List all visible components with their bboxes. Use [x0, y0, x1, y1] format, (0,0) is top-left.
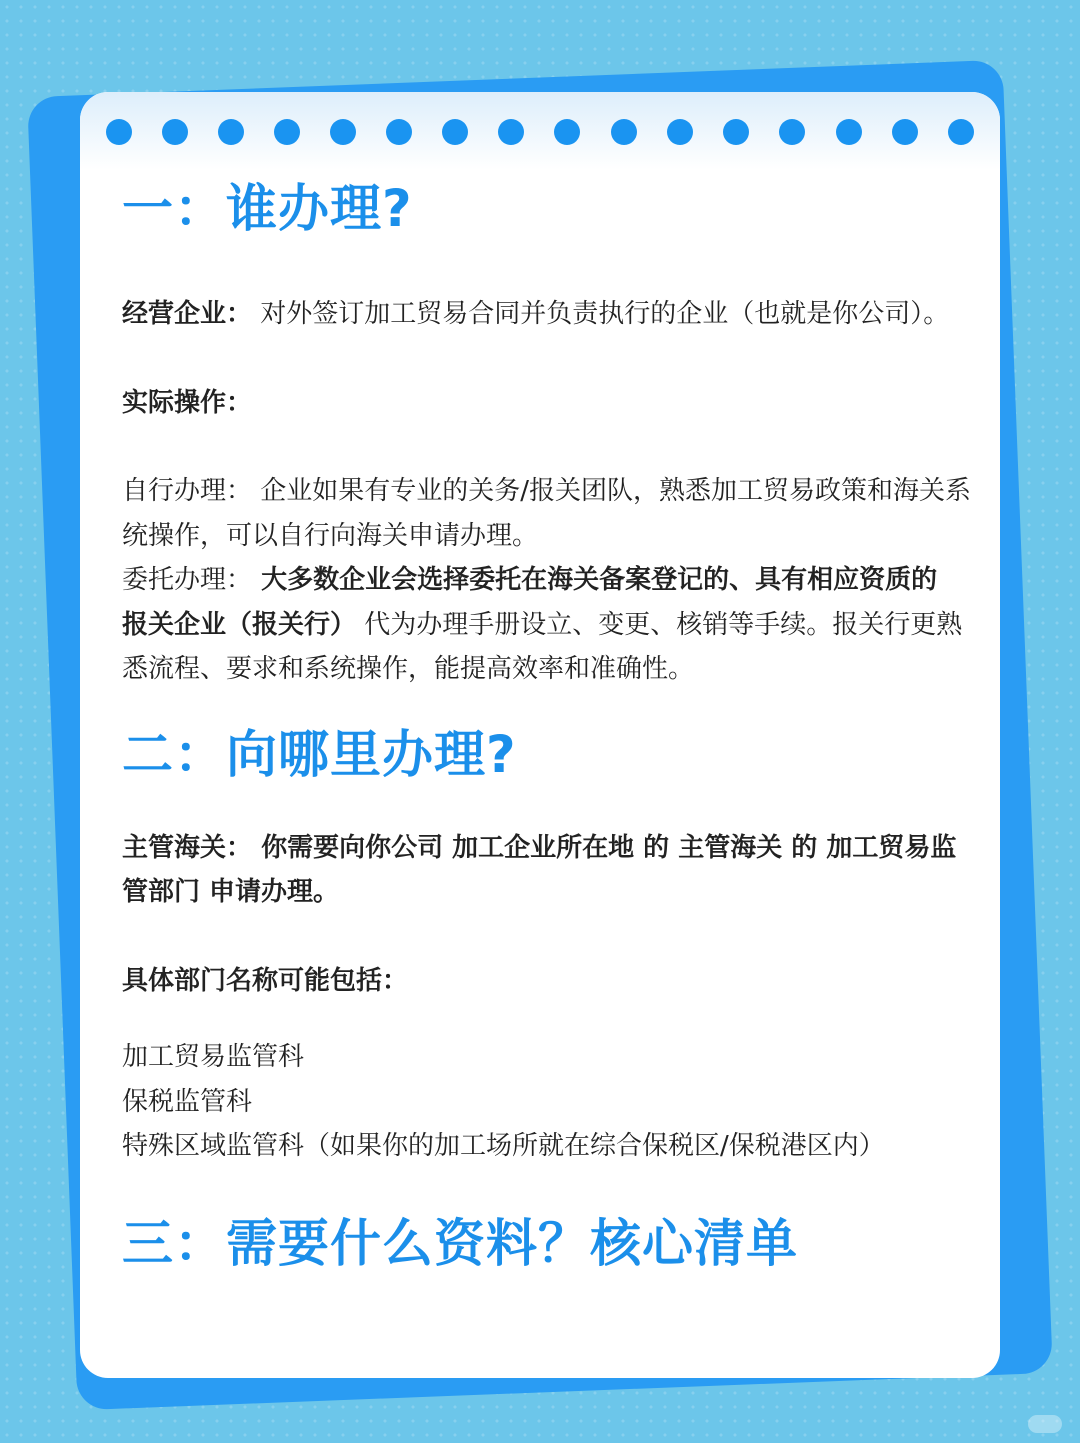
binding-hole — [892, 119, 918, 145]
spacer — [122, 1003, 972, 1035]
customs-text: 你需要向你公司 加工企业所在地 的 主管海关 的 加工贸易监管部门 申请办理。 — [122, 832, 957, 907]
list-item: 加工贸易监管科 — [122, 1042, 305, 1072]
operator-label: 经营企业： — [122, 299, 253, 329]
binding-hole — [162, 119, 188, 145]
self-handle-label: 自行办理： — [122, 476, 253, 506]
binding-hole — [723, 119, 749, 145]
entrust-text: 代为办理手册设立、变更、核销等手续。报关行更熟悉流程、要求和系统操作，能提高效率和准确性。 — [122, 609, 963, 684]
section1-heading: 一：谁办理? — [122, 180, 413, 239]
customs-paragraph — [122, 826, 972, 915]
binding-hole — [779, 119, 805, 145]
binding-strip — [80, 92, 1000, 170]
self-handle-text: 企业如果有专业的关务/报关团队，熟悉加工贸易政策和海关系统操作，可以自行向海关申请办理。 — [122, 476, 972, 551]
binding-hole — [442, 119, 468, 145]
departments-label: 具体部门名称可能包括： — [122, 965, 409, 996]
section3-heading: 三：需要什么资料？核心清单 — [122, 1214, 799, 1274]
spacer — [122, 915, 972, 959]
binding-hole — [386, 119, 412, 145]
binding-hole — [106, 119, 132, 145]
watermark — [1028, 1415, 1062, 1433]
binding-hole — [498, 119, 524, 145]
binding-hole — [836, 119, 862, 145]
spacer — [122, 250, 972, 292]
self-handle-paragraph — [122, 469, 972, 558]
spacer — [122, 1169, 972, 1205]
binding-hole — [218, 119, 244, 145]
binding-hole — [948, 119, 974, 145]
list-item: 特殊区域监管科（如果你的加工场所就在综合保税区/保税港区内） — [122, 1131, 885, 1161]
section2-heading: 二：向哪里办理? — [122, 725, 517, 785]
spacer — [122, 796, 972, 826]
entrust-bold-text: 大多数企业会选择委托在海关备案登记的、具有相应资质的 报关企业（报关行） — [122, 565, 938, 640]
section1-operator-paragraph — [122, 292, 972, 337]
binding-hole — [274, 119, 300, 145]
actual-operation-label: 实际操作： — [122, 387, 253, 418]
notebook-card — [80, 92, 1000, 1378]
binding-hole — [667, 119, 693, 145]
entrust-label: 委托办理： — [122, 565, 253, 595]
binding-hole — [330, 119, 356, 145]
entrust-paragraph — [122, 558, 972, 692]
customs-label: 主管海关： — [122, 832, 253, 863]
card-content — [122, 170, 972, 1285]
binding-hole — [554, 119, 580, 145]
operator-text: 对外签订加工贸易合同并负责执行的企业（也就是你公司）。 — [252, 299, 950, 329]
binding-hole — [611, 119, 637, 145]
spacer — [122, 692, 972, 716]
spacer — [122, 337, 972, 381]
spacer — [122, 425, 972, 469]
list-item: 保税监管科 — [122, 1086, 253, 1117]
